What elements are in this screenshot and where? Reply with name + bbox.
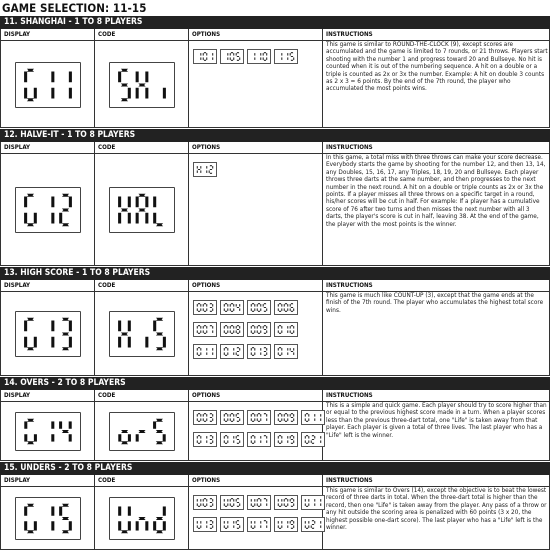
- option-lcd: [247, 344, 271, 359]
- display-lcd: [15, 412, 81, 451]
- column-divider: [188, 280, 189, 375]
- game-section: [0, 377, 550, 461]
- column-header-instructions: INSTRUCTIONS: [323, 390, 550, 402]
- option-lcd: [301, 517, 325, 532]
- instructions-text: This game is similar to Overs (14), except the objective is to beat the lowest record of three darts in total. When the three-dart total is higher than the record, then one "Life" is taken away from the player. Any pass of a throw or any hit outside the scoring area is penalized with 60 points (3 x 20, the highest possible one-dart score). The last player who has a "Life" left is the winner.: [326, 488, 547, 532]
- option-lcd: [274, 322, 298, 337]
- code-lcd: [109, 187, 175, 233]
- instructions-text: This game is similar to ROUND-THE-CLOCK (9), except scores are accumulated and the game is limited to 7 rounds, or 21 throws. Players start shooting with the number 1 and progress toward 20 and Bullseye. No hit is counted when it is out of the numbering sequence. A hit on a double or a triple is counted as 2x or 3x the number. Example: A hit on double 3 counts as 2 x 3 = 6 points. By the end of the 7th round, the player who accumulated the most points wins.: [326, 42, 548, 93]
- column-divider: [322, 475, 323, 549]
- option-lcd: [220, 49, 244, 64]
- column-header-instructions: INSTRUCTIONS: [323, 280, 550, 292]
- page-title: GAME SELECTION: 11-15: [2, 1, 147, 15]
- option-lcd: [301, 432, 325, 447]
- option-lcd: [247, 517, 271, 532]
- column-header-display: DISPLAY: [1, 280, 95, 292]
- option-lcd: [193, 162, 217, 177]
- display-lcd: [15, 311, 81, 357]
- option-lcd: [193, 322, 217, 337]
- option-lcd: [220, 344, 244, 359]
- column-header-options: OPTIONS: [189, 142, 323, 154]
- column-divider: [94, 475, 95, 549]
- option-lcd: [220, 410, 244, 425]
- option-lcd: [193, 495, 217, 510]
- option-lcd: [274, 410, 298, 425]
- code-lcd: [109, 62, 175, 108]
- column-header-code: CODE: [95, 142, 189, 154]
- option-lcd: [220, 432, 244, 447]
- column-divider: [94, 280, 95, 375]
- display-lcd: [15, 62, 81, 108]
- column-divider: [94, 390, 95, 460]
- column-divider: [188, 390, 189, 460]
- column-header-code: CODE: [95, 475, 189, 487]
- game-table: [0, 280, 550, 376]
- option-lcd: [247, 322, 271, 337]
- game-title: 13. HIGH SCORE - 1 TO 8 PLAYERS: [0, 267, 550, 280]
- column-header-code: CODE: [95, 29, 189, 41]
- column-header-code: CODE: [95, 390, 189, 402]
- game-section: [0, 267, 550, 376]
- column-header-options: OPTIONS: [189, 390, 323, 402]
- option-lcd: [247, 300, 271, 315]
- option-lcd: [220, 495, 244, 510]
- column-header-options: OPTIONS: [189, 280, 323, 292]
- column-header-display: DISPLAY: [1, 475, 95, 487]
- game-title: 14. OVERS - 2 TO 8 PLAYERS: [0, 377, 550, 390]
- column-header-code: CODE: [95, 280, 189, 292]
- game-title: 15. UNDERS - 2 TO 8 PLAYERS: [0, 462, 550, 475]
- column-divider: [188, 475, 189, 549]
- option-lcd: [301, 495, 325, 510]
- option-lcd: [274, 495, 298, 510]
- code-lcd: [109, 497, 175, 540]
- game-table: [0, 142, 550, 266]
- option-lcd: [220, 322, 244, 337]
- column-header-display: DISPLAY: [1, 390, 95, 402]
- column-header-instructions: INSTRUCTIONS: [323, 29, 550, 41]
- option-lcd: [274, 49, 298, 64]
- column-divider: [322, 29, 323, 127]
- option-lcd: [193, 517, 217, 532]
- instructions-text: This is a simple and quick game. Each player should try to score higher than or equal to the previous highest score made in a turn. When a player scores less than the previous three-dart total, one "Life" is taken away from that player. Each player is given a total of three lives. The last player who has a "Life" left is the winner.: [326, 403, 547, 439]
- column-divider: [188, 29, 189, 127]
- display-lcd: [15, 497, 81, 540]
- option-lcd: [274, 300, 298, 315]
- option-lcd: [193, 300, 217, 315]
- option-lcd: [193, 49, 217, 64]
- column-header-display: DISPLAY: [1, 29, 95, 41]
- column-divider: [322, 280, 323, 375]
- option-lcd: [220, 300, 244, 315]
- option-lcd: [193, 344, 217, 359]
- instructions-text: This game is much like COUNT-UP (3), except that the game ends at the finish of the 7th round. The player who accumulates the highest total score wins.: [326, 293, 544, 314]
- option-lcd: [193, 432, 217, 447]
- option-lcd: [301, 410, 325, 425]
- game-section: [0, 462, 550, 550]
- option-lcd: [274, 432, 298, 447]
- column-header-instructions: INSTRUCTIONS: [323, 475, 550, 487]
- column-divider: [322, 390, 323, 460]
- column-divider: [94, 29, 95, 127]
- option-lcd: [274, 517, 298, 532]
- game-table: [0, 390, 550, 461]
- option-lcd: [274, 344, 298, 359]
- game-section: [0, 16, 550, 128]
- game-title: 11. SHANGHAI - 1 TO 8 PLAYERS: [0, 16, 550, 29]
- column-header-display: DISPLAY: [1, 142, 95, 154]
- game-section: [0, 129, 550, 266]
- instructions-text: In this game, a total miss with three throws can make your score decrease. Everybody starts the game by shooting for the number 12, and then 13, 14, any Doubles, 15, 16, 17, any Triples, 18, 19, 20 and Bullseye. Each player throws three darts at the same number, and then progresses to the next number in the next round. A hit on a double or triple counts as 2x or 3x the points. If a player misses all three throws on a specific target in a round, his/her scores will be cut in half. For example: If a player has a cumulative score of 76 after two turns and then misses the next number with all 3 darts, the player's score is cut in half, leaving 38. At the end of the game, the player with the most points is the winner.: [326, 155, 546, 228]
- column-header-instructions: INSTRUCTIONS: [323, 142, 550, 154]
- option-lcd: [247, 495, 271, 510]
- column-divider: [188, 142, 189, 265]
- display-lcd: [15, 187, 81, 233]
- column-divider: [322, 142, 323, 265]
- game-table: [0, 29, 550, 128]
- option-lcd: [247, 410, 271, 425]
- column-header-options: OPTIONS: [189, 475, 323, 487]
- option-lcd: [247, 49, 271, 64]
- game-table: [0, 475, 550, 550]
- column-header-options: OPTIONS: [189, 29, 323, 41]
- option-lcd: [247, 432, 271, 447]
- code-lcd: [109, 311, 175, 357]
- game-title: 12. HALVE-IT - 1 TO 8 PLAYERS: [0, 129, 550, 142]
- option-lcd: [220, 517, 244, 532]
- option-lcd: [193, 410, 217, 425]
- code-lcd: [109, 412, 175, 451]
- column-divider: [94, 142, 95, 265]
